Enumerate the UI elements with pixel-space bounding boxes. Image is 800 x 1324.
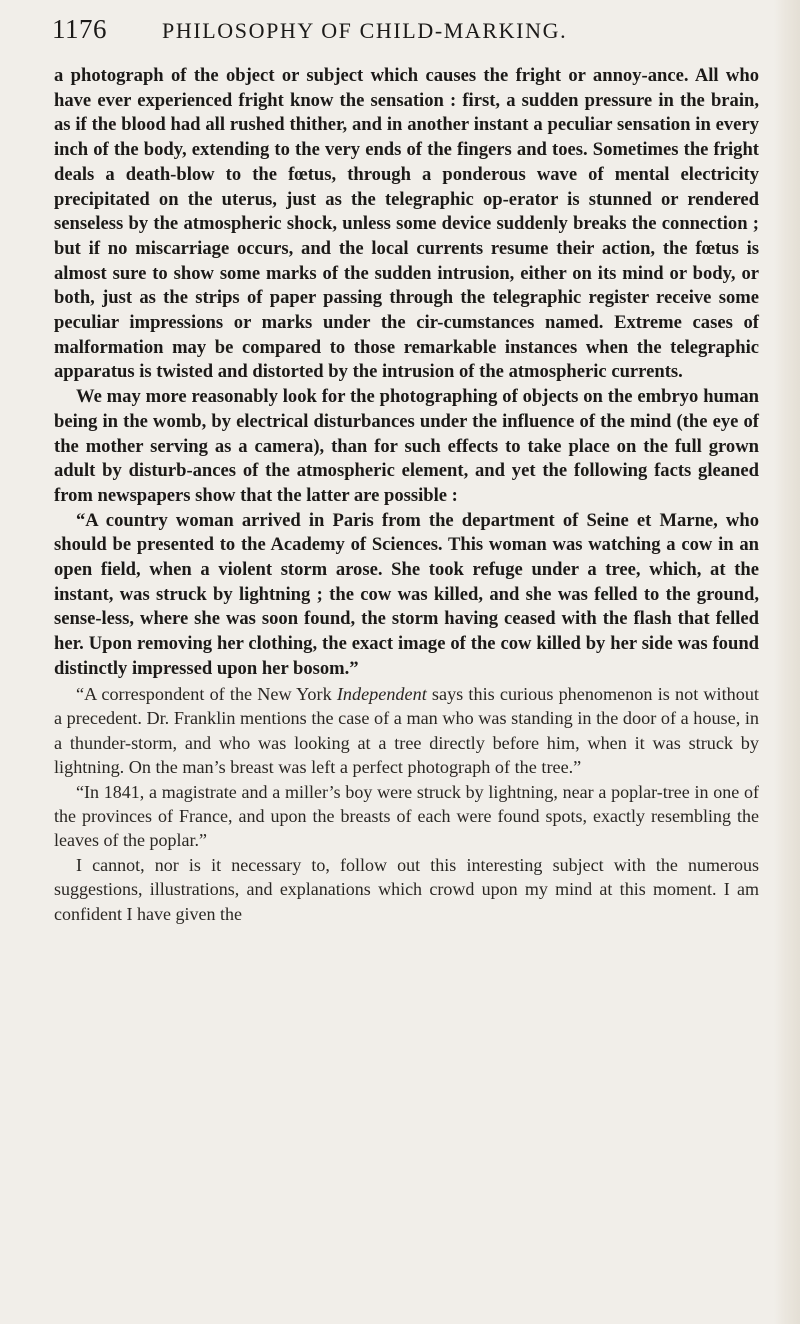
paragraph-poplar-quote: “In 1841, a magistrate and a miller’s boy were struck by lightning, near a poplar-tree in one of the provinces of France, and upon the breasts of each were found spots, exactly resembling the leaves of the poplar.” — [54, 781, 759, 851]
paragraph-country-woman-quote: “A country woman arrived in Paris from the department of Seine et Marne, who should be presented to the Academy of Sciences. This woman was watching a cow in an open field, when a violent storm arose. She took refuge under a tree, which, at the instant, was struck by lightning ; the cow was killed, and she was felled to the ground, sense-less, where she was soon found, the storm having ceased with the flash that felled her. Upon removing her clothing, the exact image of the cow killed by her side was found distinctly impressed upon her bosom.” — [54, 509, 759, 679]
page-number: 1176 — [52, 14, 107, 44]
body-text — [54, 64, 759, 926]
running-title: PHILOSOPHY OF CHILD-MARKING. — [162, 18, 568, 43]
paragraph-embryo-photographing: We may more reasonably look for the photographing of objects on the embryo human being in the womb, by electrical disturbances under the influence of the mind (the eye of the mother serving as a camera), than for such effects to take place on the full grown adult by disturb-ances of the atmospheric element, and yet the following facts gleaned from newspapers show that the latter are possible : — [54, 386, 759, 506]
page-edge-shadow — [774, 0, 800, 1324]
newspaper-name: Independent — [336, 683, 427, 704]
paragraph-fright-electricity: a photograph of the object or subject which causes the fright or annoy-ance. All who have ever experienced fright know the sensation : first, a sudden pressure in the brain, as if the blood had all rushed thither, and in another instant a peculiar sensation in every inch of the body, extending to the very ends of the fingers and toes. Sometimes the fright deals a death-blow to the fœtus, through a ponderous wave of mental electricity precipitated on the uterus, just as the telegraphic op-erator is stunned or rendered senseless by the atmospheric shock, unless some device suddenly breaks the connection ; but if no miscarriage occurs, and the local currents resume their action, the fœtus is almost sure to show some marks of the sudden intrusion, either on its mind or body, or both, just as the strips of paper passing through the telegraphic register receive some peculiar impressions or marks under the cir-cumstances named. Extreme cases of malformation may be compared to those remarkable instances when the telegraphic apparatus is twisted and distorted by the intrusion of the atmospheric currents. — [54, 65, 759, 383]
page-header — [52, 14, 752, 48]
correspondent-quote-after: says this curious phenomenon is not without a precedent. Dr. Franklin mentions the case of a man who was standing in the door of a house, in a thunder-storm, and who was looking at a tree directly before him, when it was struck by lightning. On the man’s breast was left a perfect photograph of the tree.” — [54, 683, 759, 778]
paragraph-correspondent-quote — [54, 682, 759, 780]
correspondent-quote-before: “A correspondent of the New York — [76, 683, 337, 704]
paragraph-closing: I cannot, nor is it necessary to, follow out this interesting subject with the numerous suggestions, illustrations, and explanations which crowd upon my mind at this moment. I am confident I have given the — [54, 854, 759, 924]
